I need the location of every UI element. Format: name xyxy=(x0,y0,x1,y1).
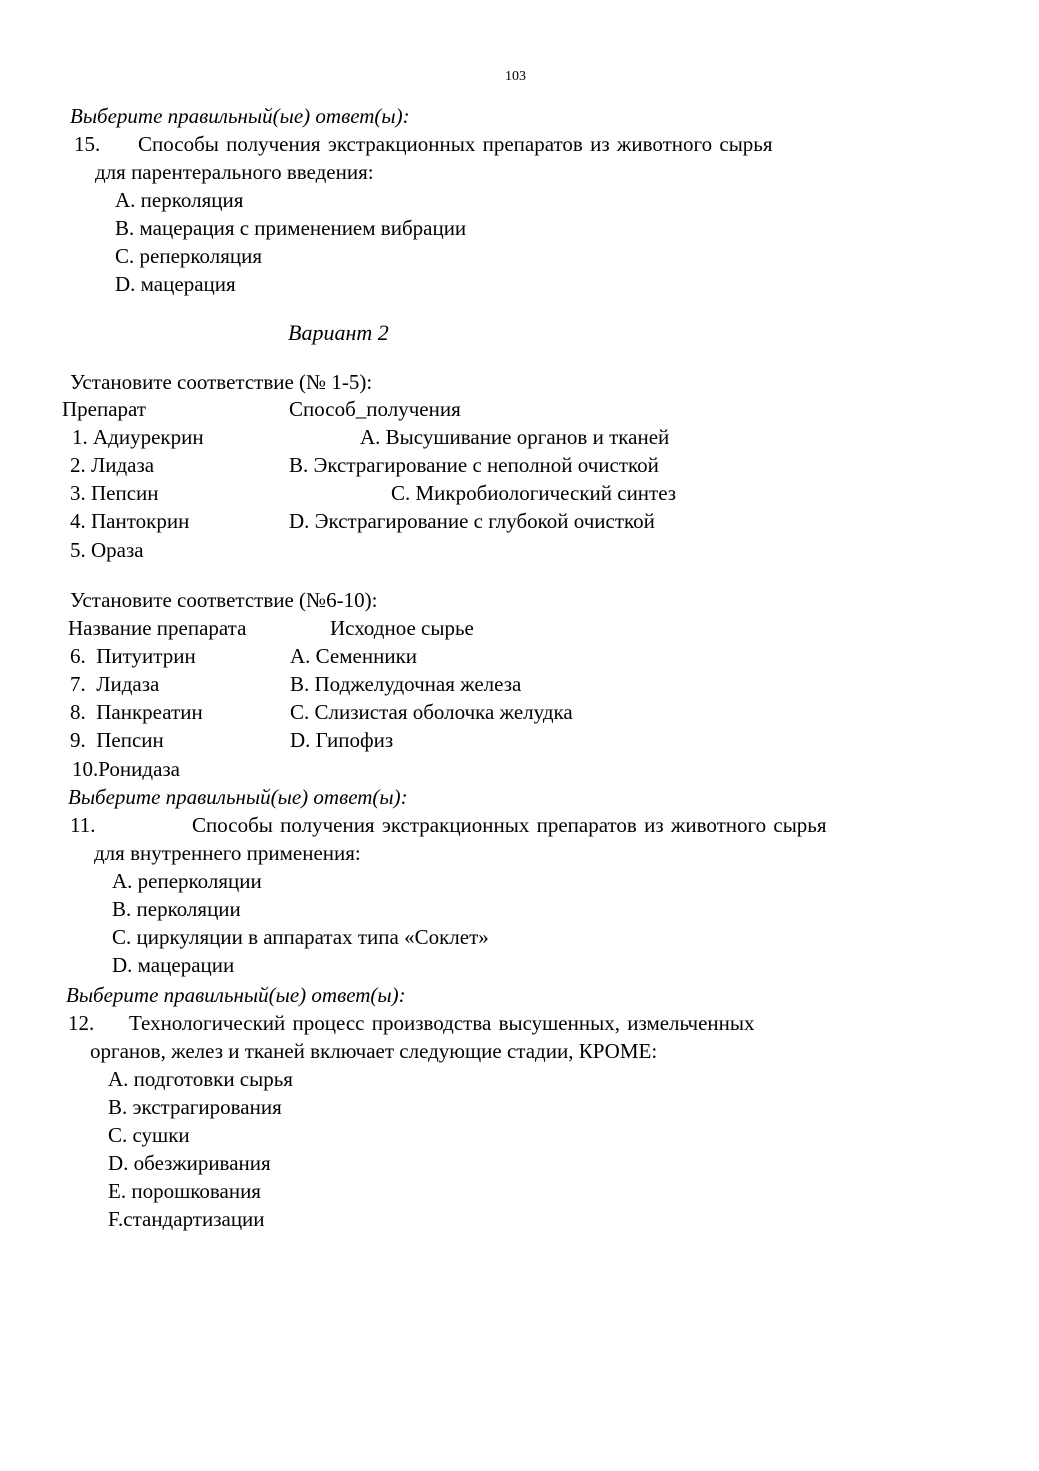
match1-left-item: 5. Ораза xyxy=(70,538,144,562)
q11-text-line2: для внутреннего применения: xyxy=(94,841,361,865)
match1-instruction: Установите соответствие (№ 1-5): xyxy=(70,370,373,394)
q12-option: D. обезжиривания xyxy=(108,1151,271,1175)
match2-left-item: 9. Пепсин xyxy=(70,728,164,752)
q11-text-line1: Способы получения экстракционных препаратов из животного сырья xyxy=(192,813,827,837)
q12-option: E. порошкования xyxy=(108,1179,261,1203)
q15-instruction: Выберите правильный(ые) ответ(ы): xyxy=(70,104,410,128)
match2-left-item: 7. Лидаза xyxy=(70,672,160,696)
match2-right-item: A. Семенники xyxy=(290,644,418,668)
match1-col2-header: Способ_получения xyxy=(289,397,461,421)
match2-left-item: 8. Панкреатин xyxy=(70,700,203,724)
match1-left-item: 3. Пепсин xyxy=(70,481,159,505)
match2-right-item: B. Поджелудочная железа xyxy=(290,672,522,696)
q12-option: B. экстрагирования xyxy=(108,1095,282,1119)
match1-right-item: B. Экстрагирование с неполной очисткой xyxy=(289,453,659,477)
variant-title: Вариант 2 xyxy=(288,320,389,345)
q11-option: C. циркуляции в аппаратах типа «Соклет» xyxy=(112,925,489,949)
match2-col2-header: Исходное сырье xyxy=(330,616,474,640)
q12-text-line2: органов, желез и тканей включает следующие стадии, КРОМЕ: xyxy=(90,1039,658,1063)
q12-instruction: Выберите правильный(ые) ответ(ы): xyxy=(66,983,406,1007)
q15-option: A. перколяция xyxy=(115,188,244,212)
match2-left-item: 6. Питуитрин xyxy=(70,644,196,668)
match2-right-item: C. Слизистая оболочка желудка xyxy=(290,700,573,724)
q11-number: 11. xyxy=(70,813,96,837)
match1-left-item: 2. Лидаза xyxy=(70,453,155,477)
q12-option: F.стандартизации xyxy=(108,1207,265,1231)
match1-right-item: C. Микробиологический синтез xyxy=(391,481,677,505)
q11-option: D. мацерации xyxy=(112,953,235,977)
match2-instruction: Установите соответствие (№6-10): xyxy=(70,588,378,612)
q12-text-line1: Технологический процесс производства высушенных, измельченных xyxy=(129,1011,755,1035)
q15-text-line2: для парентерального введения: xyxy=(95,160,374,184)
page-number: 103 xyxy=(505,69,526,84)
match2-right-item: D. Гипофиз xyxy=(290,728,394,752)
match2-left-item: 10.Ронидаза xyxy=(72,757,181,781)
q12-number: 12. xyxy=(68,1011,95,1035)
q11-option: B. перколяции xyxy=(112,897,241,921)
q12-option: C. сушки xyxy=(108,1123,190,1147)
match1-left-item: 1. Адиурекрин xyxy=(72,425,204,449)
q12-option: A. подготовки сырья xyxy=(108,1067,293,1091)
q11-instruction: Выберите правильный(ые) ответ(ы): xyxy=(68,785,408,809)
match1-left-item: 4. Пантокрин xyxy=(70,509,190,533)
q15-option: C. реперколяция xyxy=(115,244,263,268)
match1-col1-header: Препарат xyxy=(62,397,146,421)
q15-option: B. мацерация с применением вибрации xyxy=(115,216,467,240)
match1-right-item: A. Высушивание органов и тканей xyxy=(360,425,670,449)
match2-col1-header: Название препарата xyxy=(68,616,247,640)
q11-option: A. реперколяции xyxy=(112,869,262,893)
match1-right-item: D. Экстрагирование с глубокой очисткой xyxy=(289,509,655,533)
q15-option: D. мацерация xyxy=(115,272,236,296)
q15-number: 15. xyxy=(74,132,101,156)
q15-text-line1: Способы получения экстракционных препаратов из животного сырья xyxy=(138,132,773,156)
